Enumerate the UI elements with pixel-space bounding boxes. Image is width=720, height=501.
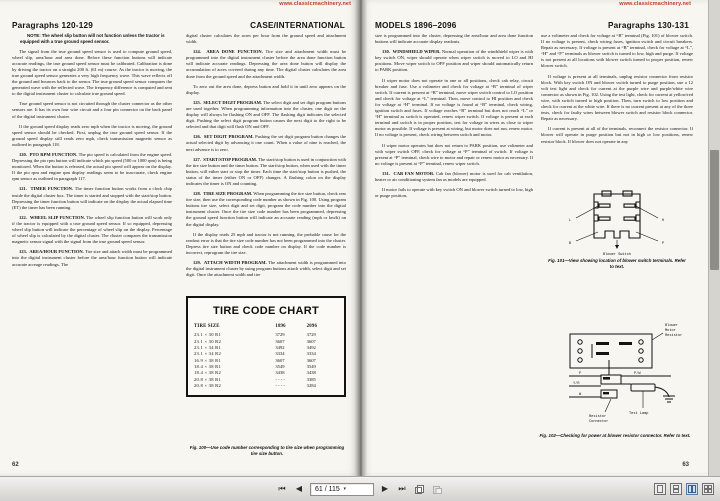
paragraph-title: WINDSHIELD WIPER. — [392, 49, 441, 55]
paragraph-text: size is programmed into the cluster, depressing the area/hour and area done function buttons will indicate accurate display readouts. — [375, 33, 533, 45]
paragraph-text: Tire size and attachment width must be programmed into the digital instrument cluster before the area done function button will indicate accurate readings. Depressing the area done button will display the accumulation of acres covered during any time. The digital cluster calculates the area done from the ground speed and the attachment width. — [186, 49, 346, 79]
single-page-view-button[interactable] — [654, 483, 666, 495]
paragraph-text: Cab fan (blower) motor is used for cab ventilation, heater or air conditioning system fan as models are equipped. — [375, 170, 533, 182]
pdf-page-right — [361, 0, 709, 476]
paragraph-title: AREA DONE FUNCTION. — [206, 49, 263, 55]
cell-code-1896: - - - - — [275, 376, 285, 382]
table-row — [194, 383, 338, 389]
cell-code-2096: 3607 — [306, 357, 316, 363]
figure-label-connector: Connector — [589, 420, 609, 424]
continuous-view-button[interactable] — [670, 483, 682, 495]
cell-tire-size: 18.4 × 38 R2 — [194, 370, 222, 376]
paragraph-130 — [375, 49, 533, 73]
paragraph-124 — [186, 49, 346, 79]
paragraph-125 — [186, 100, 346, 130]
paragraph-text: Tire size and attach width must be programmed into the digital instrument cluster before the area/hour function button will indicate accurate acreage readings. The — [12, 249, 173, 267]
column-header-2096: 2096 — [306, 324, 318, 329]
chevron-down-icon[interactable]: ▾ — [343, 486, 347, 492]
paragraph-title: CAB FAN MOTOR. — [393, 170, 435, 176]
table-header-row — [194, 324, 338, 332]
paragraph-text: If the ground speed display reads zero mph when the tractor is moving, the ground speed sensor should be checked. First, unplug the true ground speed sensor. If the ground speed display still reads zero mph, check transmission magnetic sensor as outlined in paragraph 118. — [12, 123, 172, 147]
scrollbar-thumb[interactable] — [710, 150, 719, 270]
paragraph-number: 129. — [193, 260, 201, 265]
figure-label-P: P — [662, 242, 665, 246]
figure-label-B: B — [568, 242, 571, 246]
column-header-1896: 1896 — [275, 324, 286, 329]
figure-label-H: H — [662, 219, 665, 223]
page-header-right-models: MODELS 1896–2096 — [375, 21, 457, 30]
figure-label-test-lamp: Test Lamp — [629, 412, 649, 416]
paragraph-text: The pto speed is calculated from the engine speed. Depressing the pto rpm button will indicate which pto speed (500 or 1000 rpm) is being monitored. When the button is released, the actual pto speed will appear on the display. If the pto rpm and engine rpm display readings seem to be inaccurate, check engine rpm sensor as outlined in paragraph 117. — [12, 152, 173, 182]
cell-code-2096: 3607 — [306, 338, 316, 344]
paragraph-text: If voltage is present at all terminals, unplug resistor connector from resistor block. With key switch ON and blower switch turned to purge position, use a 12 volt test light and check for current at the purple wire and purple/white wire connector as shown in Fig. 102. Using the test light, check for current at yellow/red wire, with switch turned to high position. Then, turn switch to low position and check for current at the white wire. If there is no current present at any of the three tests, check for faulty wires between blower switch and resistor block connector. Repair as necessary. — [541, 73, 693, 122]
cell-code-2096: 3729 — [306, 332, 316, 338]
paragraph-number: 126. — [193, 134, 201, 140]
vertical-scrollbar[interactable] — [708, 0, 720, 476]
figure-label-P: P — [579, 372, 582, 376]
paragraph-text: If current is present at all of the terminals, reconnect the resistor connector. If blower will operate in purge position but not in high or low positions, renew resistor block. If blower does not operate in any — [541, 126, 693, 144]
paragraph-122 — [12, 215, 172, 245]
left-page-column-1 — [12, 33, 172, 272]
tire-code-table — [194, 324, 338, 389]
figure-100-caption: Fig. 100—Use code number corresponding to tire size when programming tire size button. — [189, 445, 345, 456]
watermark-left: www.classicmachinery.net — [279, 1, 351, 7]
tire-code-table-body — [194, 332, 338, 389]
paragraph-127 — [186, 157, 346, 187]
right-page-column-1 — [375, 33, 533, 203]
paragraph-text: The timer function button works from a clock chip inside the digital cluster box. The timer is started and stopped with the start/stop button. Depressing the timer function button will indicate on the display the actual elapsed time (ET) the timer has been running. — [12, 186, 172, 210]
paragraph-title: START/STOP PROGRAM. — [203, 156, 258, 162]
paragraph-number: 121. — [19, 186, 27, 192]
page-number-value: 61 / 115 — [315, 485, 340, 493]
column-header-tire-size: TIRE SIZE — [194, 324, 220, 329]
last-page-button[interactable]: ⏭ — [398, 484, 406, 493]
paragraph-title: WHEEL SLIP FUNCTION. — [29, 214, 85, 220]
cell-code-1896: 3729 — [275, 332, 285, 338]
cell-code-2096: 3284 — [306, 383, 316, 389]
paragraph-129 — [186, 260, 346, 278]
next-page-button[interactable]: ▶ — [381, 484, 389, 493]
paragraph-text: digital cluster calculates the acres per hour from the ground speed and attachment width. — [186, 33, 346, 45]
paragraph-text: The signal from the true ground speed sensor is used to compute ground speed, wheel slip, area/hour and area done. Before these function buttons will indicate accurate readings, the true ground speed sensor must be calibrated. Calibration is done by driving the tractor on a straight 200 ft. (61 m) course. As the tractor is moving, the true ground speed sensor generates a very high frequency wave. This wave reflects off the ground and bounces back to the sensor. The true ground speed sensor compares the generated wave with the reflected wave. The frequency difference is computed and sent to the digital instrument cluster to calculate true ground speed. — [12, 48, 172, 97]
watermark-right: www.classicmachinery.net — [619, 1, 691, 7]
figure-101-blower-switch — [547, 188, 687, 273]
page-number-input[interactable] — [310, 483, 374, 496]
view-mode-group — [654, 477, 714, 501]
paragraph-text: Normal operation of the windshield wiper is with key switch ON, wiper should operate when wiper switch is moved to LO and HI positions. Move wiper switch to OFF position and wiper should automatically return to PARK position. — [375, 49, 534, 73]
left-page-column-2 — [186, 33, 346, 282]
two-page-view-button[interactable] — [686, 483, 698, 495]
paragraph-number: 131. — [382, 170, 390, 176]
paragraph-131 — [375, 171, 533, 183]
tire-code-chart — [186, 296, 346, 397]
paragraph-title: PTO RPM FUNCTION. — [29, 152, 78, 157]
page-number-right: 63 — [682, 462, 689, 468]
previous-page-button[interactable]: ◀ — [295, 484, 303, 493]
paragraph-title: SET DIGIT PROGRAM. — [203, 134, 254, 140]
viewer-toolbar — [0, 476, 720, 501]
cell-tire-size: 20.8 × 38 R2 — [194, 383, 222, 389]
paragraph-number: 120. — [19, 152, 27, 157]
paragraph-title: ATTACH WIDTH PROGRAM. — [203, 260, 267, 265]
figure-101-caption: Fig. 101—View showing location of blower switch terminals. Refer to text. — [548, 258, 686, 269]
paragraph-text: The wheel slip function button will work only if the tractor is equipped with a true ground speed sensor. If so equipped, depressing wheel slip button will indicate the percentage of wheel slip on the display. Percentage of wheel slip is calculated by the digital cluster. The cluster compares the transmission magnetic sensor signal with the signal from the true ground speed sensor. — [12, 214, 173, 245]
wheel-slip-note: NOTE: The wheel slip button will not function unless the tractor is equipped with a true ground speed sensor. — [20, 33, 165, 44]
paragraph-121 — [12, 186, 172, 210]
cell-code-2096: 3334 — [306, 351, 316, 357]
paragraph-number: 128. — [193, 191, 201, 197]
paragraph-text: use a voltmeter and check for voltage at “B” terminal (Fig. 101) of blower switch. If no voltage is present, check wiring fuses, ignition switch and circuit breakers. Repair as necessary. If voltage is present at “B” terminal, check for voltage at “L”, “H” and “P” terminals as blower switch is turned to low, high and purge. If voltage is not present at all locations with blower switch turned to proper position, renew blower switch. — [541, 33, 693, 69]
cell-code-1896: 3607 — [275, 357, 285, 363]
cell-tire-size: 18.4 × 38 R1 — [194, 364, 222, 370]
figure-label-resistor-2: Resistor — [589, 415, 607, 419]
paragraph-title: TIMER FUNCTION. — [30, 186, 74, 192]
paragraph-number: 130. — [382, 49, 390, 55]
paragraph-number: 122. — [19, 214, 27, 220]
paragraph-number: 124. — [193, 49, 201, 55]
tire-code-chart-title: TIRE CODE CHART — [213, 305, 319, 317]
page-header-right-paragraphs: Paragraphs 130-131 — [608, 21, 689, 30]
cell-tire-size: 23.1 × 30 R1 — [194, 332, 222, 338]
paragraph-title: TIRE SIZE PROGRAM. — [203, 191, 253, 197]
paragraph-text: When programming the tire size button, check rear tire size, then use the corresponding code number as shown in Fig. 100. Using program buttons tire size, select digit and set digit, program the code number into the digital instrument cluster. Once the tire size code number has been programmed, depressing the ground speed function button will indicate an accurate reading (mph or km/h) on the digital display. — [186, 191, 347, 227]
cell-code-1896: 3334 — [275, 351, 285, 357]
figure-label-YR: Y/R — [573, 382, 580, 386]
cell-tire-size: 16.9 × 38 R1 — [194, 357, 222, 363]
paragraph-text: The select digit and set digit program buttons are used together. When programming information into the cluster, one digit on the display will always be flashing ON and OFF. The flashing digit indicates the selected digit. Pushing the select digit program button causes the next digit to the right to be selected and that digit will flash ON and OFF. — [186, 99, 346, 130]
cell-code-1896: 3438 — [275, 370, 285, 376]
cell-code-2096: 3492 — [306, 344, 316, 350]
paragraph-text: If motor fails to operate with key switch ON and blower switch turned to low, high or purge position, — [375, 187, 533, 199]
paragraph-text: If wiper motor does not operate in one or all positions, check cab relay, circuit breaker and fuse. Use a voltmeter and check for voltage at “B” terminal of wiper switch. If current is present at “B” terminal, move wiper switch control to LO position and check for voltage at “L” terminal. Then, move control to HI position and check for voltage at “H” terminal. If no voltage is found at “B” terminal, check wiring, ignition switch and fuses. If voltage reaches “B” terminal but does not reach “L” or “H” terminal as switch is operated, renew wiper switch. If voltage is present at each terminal and switch is in proper position, test for voltage in wires as close to wiper motor as possible. If voltage is present at wiring, but motor does not run, renew motor. If no voltage is present, check wiring between switch and motor. — [375, 77, 533, 138]
cell-tire-size: 23.1 × 34 R1 — [194, 344, 222, 350]
paragraph-number: 123. — [19, 249, 27, 255]
paragraph-text: To zero out the area done, depress button and hold it in until zero appears on the display. — [186, 83, 346, 95]
paragraph-number: 127. — [193, 156, 201, 162]
cell-code-1896: 3492 — [275, 344, 285, 350]
cell-code-2096: 3549 — [306, 364, 316, 370]
figure-label-resistor: Resistor — [665, 334, 683, 338]
paste-icon[interactable] — [431, 483, 444, 496]
figure-label-PW: P/W — [634, 372, 641, 376]
paragraph-text: Pushing the set digit program button changes the actual selected digit by advancing it one count. When a value of nine is reached, the next advance is to zero. — [186, 134, 346, 152]
cell-code-1896: - - - - — [275, 383, 285, 389]
page-number-left: 62 — [12, 462, 19, 468]
cell-tire-size: 23.1 × 34 R2 — [194, 351, 222, 357]
paragraph-120 — [12, 152, 172, 182]
cell-code-2096: 3438 — [306, 370, 316, 376]
right-page-column-2 — [541, 33, 693, 149]
paragraph-number: 125. — [193, 99, 201, 105]
page-header-left-title: CASE/INTERNATIONAL — [250, 21, 345, 30]
figure-label-blower-switch: Blower Switch — [602, 253, 632, 256]
figure-label-motor: Motor — [665, 329, 676, 333]
pdf-page-left — [0, 0, 360, 476]
first-page-button[interactable]: ⏮ — [278, 484, 286, 493]
cell-tire-size: 20.8 × 38 R1 — [194, 376, 222, 382]
two-page-continuous-view-button[interactable] — [702, 483, 714, 495]
figure-label-blower: Blower — [665, 324, 678, 328]
figure-102-caption: Fig. 102—Checking for power at blower resistor connector. Refer to text. — [539, 433, 691, 438]
cell-code-1896: 3549 — [275, 364, 285, 370]
figure-label-L: L — [568, 219, 571, 223]
page-header-left-paragraphs: Paragraphs 120-129 — [12, 21, 93, 30]
paragraph-text: True ground speed sensor is not circuited through the cluster connector as the other sensors are. It has its own four wire circuit and a four pin connector on the back panel of the digital instrument cluster. — [12, 101, 172, 119]
paragraph-128 — [186, 191, 346, 228]
figure-label-W: W — [579, 393, 582, 397]
page-gutter-shadow — [355, 0, 367, 476]
paragraph-text: If wiper motor operates but does not return to PARK position, use voltmeter and with wiper switch OFF, check for voltage at “P” terminal of switch. If voltage is present at “P” terminal, check wire to motor and repair or renew motor as necessary. If no voltage is present at “P” terminal, renew wiper switch. — [375, 142, 533, 166]
paragraph-123 — [12, 249, 172, 267]
figure-102-resistor-connector — [539, 320, 691, 450]
cell-code-2096: 3385 — [306, 376, 316, 382]
cell-tire-size: 23.1 × 30 R2 — [194, 338, 222, 344]
paragraph-126 — [186, 134, 346, 152]
cell-code-1896: 3607 — [275, 338, 285, 344]
paragraph-text: The start/stop button is used in conjunction with the tire size button and the timer button. The start/stop button, when used with the timer button, will either start or stop the timer. Each time the start/stop button is pushed, the status of the timer (either ON or OFF) changes. A flashing colon on the display indicates the timer is ON and counting. — [186, 156, 346, 186]
paragraph-text: The attachment width is programmed into the digital instrument cluster by using program buttons attach width, select digit and set digit. Once the attachment width and tire — [186, 260, 346, 278]
paragraph-text: If the display reads 25 mph and tractor is not running, the probable cause for the readout error is that the tire size code number has not been programmed into the cluster. Depress tire size button and check code number on display. If the code number is incorrect, reprogram the tire size. — [186, 231, 346, 255]
paragraph-title: AREA/HOUR FUNCTION. — [29, 249, 84, 255]
paragraph-title: SELECT DIGIT PROGRAM. — [203, 99, 263, 105]
copy-icon[interactable] — [413, 483, 426, 496]
